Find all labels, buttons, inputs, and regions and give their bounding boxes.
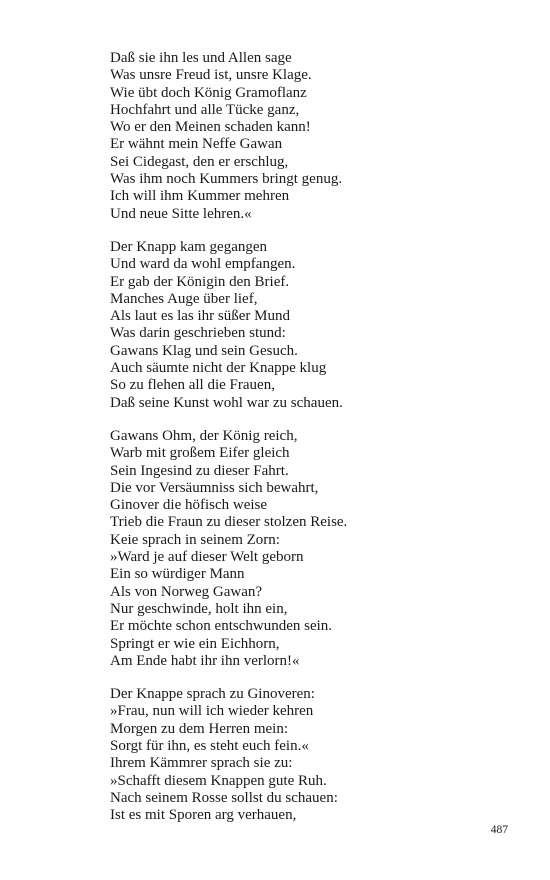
verse-line: Er gab der Königin den Brief. bbox=[110, 273, 290, 290]
verse-line: Als von Norweg Gawan? bbox=[110, 583, 263, 600]
verse-line: Und ward da wohl empfangen. bbox=[110, 256, 296, 273]
verse-line: Was ihm noch Kummers bringt genug. bbox=[110, 171, 343, 188]
poem-text bbox=[110, 50, 510, 840]
verse-line: Ginover die höfisch weise bbox=[110, 497, 268, 514]
verse-line: Als laut es las ihr süßer Mund bbox=[110, 308, 290, 325]
verse-line: Ein so würdiger Mann bbox=[110, 566, 245, 583]
verse-line: Und neue Sitte lehren.« bbox=[110, 205, 252, 222]
verse-line: Morgen zu dem Herren mein: bbox=[110, 720, 289, 737]
verse-line: Am Ende habt ihr ihn verlorn!« bbox=[110, 652, 300, 669]
stanza-2 bbox=[110, 239, 510, 412]
verse-line: Warb mit großem Eifer gleich bbox=[110, 445, 290, 462]
verse-line: Wo er den Meinen schaden kann! bbox=[110, 119, 311, 136]
verse-line: Auch säumte nicht der Knappe klug bbox=[110, 360, 327, 377]
verse-line: Wie übt doch König Gramoflanz bbox=[110, 84, 307, 101]
verse-line: Ihrem Kämmrer sprach sie zu: bbox=[110, 755, 293, 772]
verse-line: Was darin geschrieben stund: bbox=[110, 325, 286, 342]
verse-line: Nach seinem Rosse sollst du schauen: bbox=[110, 789, 338, 806]
verse-line: »Schafft diesem Knappen gute Ruh. bbox=[110, 772, 327, 789]
verse-line: So zu flehen all die Frauen, bbox=[110, 377, 275, 394]
verse-line: Sein Ingesind zu dieser Fahrt. bbox=[110, 462, 289, 479]
verse-line: Die vor Versäumniss sich bewahrt, bbox=[110, 479, 319, 496]
verse-line: »Ward je auf dieser Welt geborn bbox=[110, 549, 304, 566]
verse-line: Daß seine Kunst wohl war zu schauen. bbox=[110, 394, 343, 411]
verse-line: Manches Auge über lief, bbox=[110, 290, 258, 307]
stanza-4 bbox=[110, 686, 510, 824]
verse-line: Der Knappe sprach zu Ginoveren: bbox=[110, 686, 315, 703]
verse-line: Gawans Ohm, der König reich, bbox=[110, 427, 298, 444]
verse-line: Hochfahrt und alle Tücke ganz, bbox=[110, 101, 300, 118]
verse-line: Daß sie ihn les und Allen sage bbox=[110, 50, 292, 66]
verse-line: Springt er wie ein Eichhorn, bbox=[110, 635, 280, 652]
stanza-1 bbox=[110, 50, 510, 223]
verse-line: Gawans Klag und sein Gesuch. bbox=[110, 342, 298, 359]
verse-line: Was unsre Freud ist, unsre Klage. bbox=[110, 67, 312, 84]
verse-line: »Frau, nun will ich wieder kehren bbox=[110, 703, 314, 720]
stanza-3 bbox=[110, 428, 510, 670]
verse-line: Er wähnt mein Neffe Gawan bbox=[110, 136, 283, 153]
verse-line: Sorgt für ihn, es steht euch fein.« bbox=[110, 737, 309, 754]
verse-line: Ist es mit Sporen arg verhauen, bbox=[110, 807, 297, 824]
page-number: 487 bbox=[490, 824, 508, 836]
verse-line: Der Knapp kam gegangen bbox=[110, 238, 268, 255]
verse-line: Sei Cidegast, den er erschlug, bbox=[110, 153, 289, 170]
verse-line: Ich will ihm Kummer mehren bbox=[110, 188, 290, 205]
verse-line: Trieb die Fraun zu dieser stolzen Reise. bbox=[110, 514, 348, 531]
verse-line: Nur geschwinde, holt ihn ein, bbox=[110, 600, 288, 617]
verse-line: Er möchte schon entschwunden sein. bbox=[110, 618, 333, 635]
verse-line: Keie sprach in seinem Zorn: bbox=[110, 531, 280, 548]
